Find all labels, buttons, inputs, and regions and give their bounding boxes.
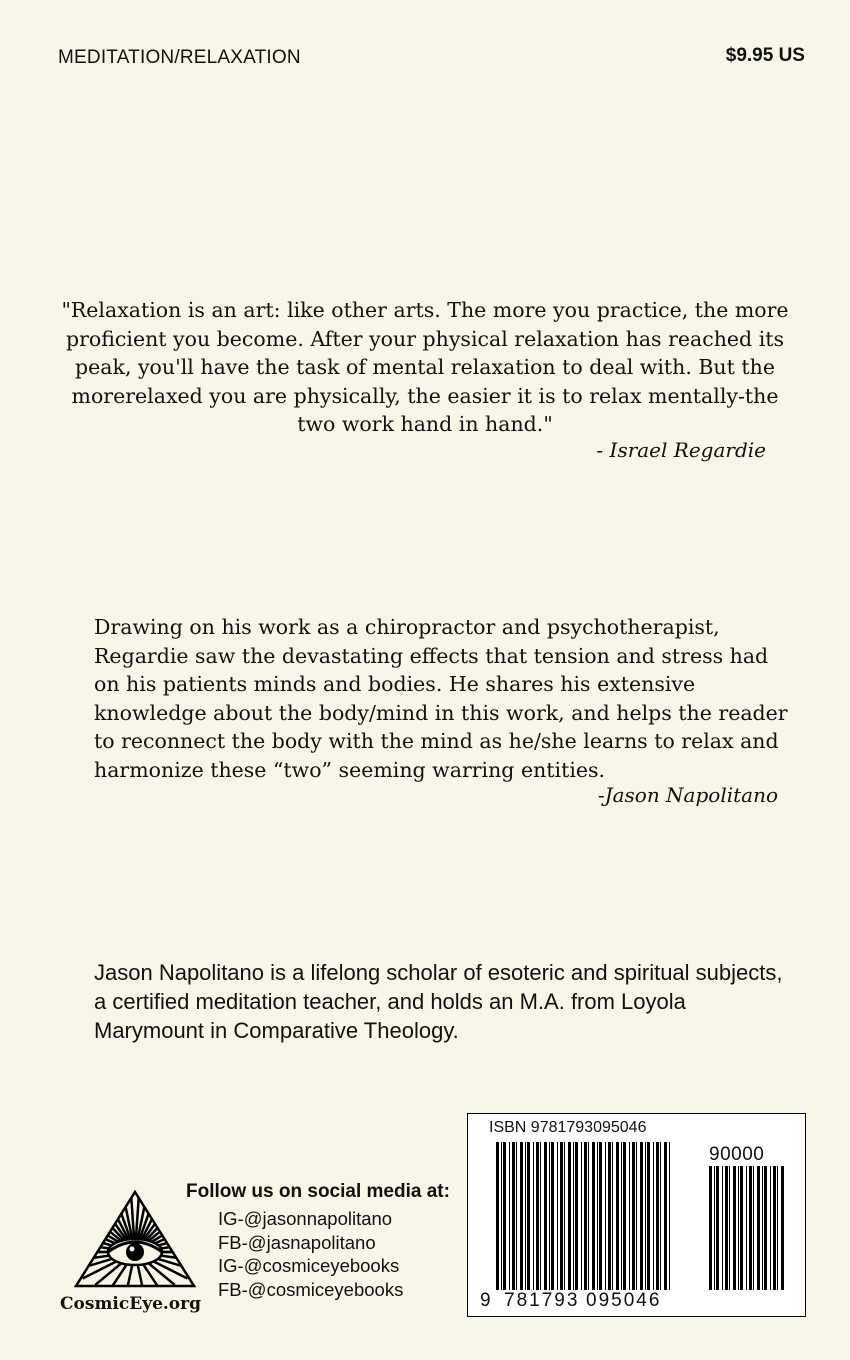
barcode-digits-group1: 781793 xyxy=(504,1290,580,1311)
social-handle[interactable]: IG-@cosmiceyebooks xyxy=(218,1255,400,1276)
social-heading: Follow us on social media at: xyxy=(186,1181,450,1202)
social-handle[interactable]: IG-@jasonnapolitano xyxy=(218,1208,393,1229)
quote-attribution: - Israel Regardie xyxy=(596,438,766,462)
eye-triangle-icon xyxy=(72,1188,198,1290)
social-list xyxy=(218,1207,403,1301)
barcode-addon-label: 90000 xyxy=(709,1144,765,1165)
barcode-bars xyxy=(496,1142,672,1290)
social-handle[interactable]: FB-@cosmiceyebooks xyxy=(218,1278,404,1300)
barcode-digit-first: 9 xyxy=(480,1290,493,1311)
barcode-box xyxy=(467,1113,806,1317)
barcode-digits-group2: 095046 xyxy=(586,1290,662,1311)
category-label: MEDITATION/RELAXATION xyxy=(58,47,301,68)
barcode-addon-bars xyxy=(709,1166,785,1290)
description-text: Drawing on his work as a chiropractor and psychotherapist, Regardie saw the devastating effects that tension and stress had on his patients minds and bodies. He shares his extensive knowledge about the body/mind in this work, and helps the reader to reconnect the body with the mind as he/she learns to relax and harmonize these “two” seeming warring entities. xyxy=(94,615,788,782)
social-handle[interactable]: FB-@jasnapolitano xyxy=(218,1231,376,1253)
isbn-label: ISBN 9781793095046 xyxy=(489,1119,647,1136)
author-bio: Jason Napolitano is a lifelong scholar of esoteric and spiritual subjects, a certified meditation teacher, and holds an M.A. from Loyola Marymount in Comparative Theology. xyxy=(94,960,783,1043)
description-attribution: -Jason Napolitano xyxy=(597,783,778,807)
price-label: $9.95 US xyxy=(725,45,805,66)
quote-text: "Relaxation is an art: like other arts. The more you practice, the more proficient you become. After your physical relaxation has reached its peak, you'll have the task of mental relaxation to deal with. But the morerelaxed you are physically, the easier it is to relax mentally-the two work hand in hand." xyxy=(61,298,789,436)
publisher-logo-text: CosmicEye.org xyxy=(60,1294,201,1314)
